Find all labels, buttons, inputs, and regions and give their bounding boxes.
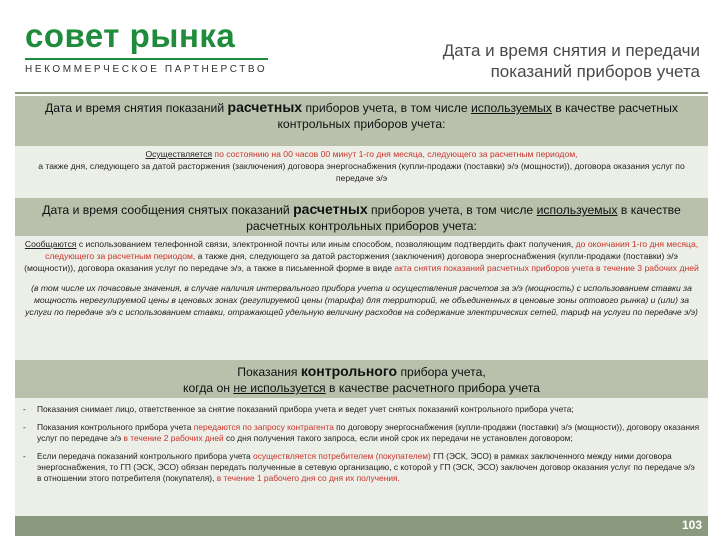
section1-header-underlined: используемых [471, 101, 552, 115]
list-item [23, 451, 700, 484]
section3-header-text3: когда он [183, 381, 234, 395]
section1-header [15, 96, 708, 146]
section3-header [15, 360, 708, 398]
section2-text: с использованием телефонной связи, электронной почты или иным способом, позволяющим подтвердить факт получения, [76, 239, 576, 249]
section1-body [15, 146, 708, 198]
item3-text: Если передача показаний контрольного прибора учета [37, 451, 254, 461]
list-item [23, 404, 700, 415]
list-item-text: Показания снимает лицо, ответственное за снятие показаний прибора учета и ведет учет снятых показаний контрольного прибора учета; [37, 404, 574, 414]
item2-text2: по договору энергоснабжения (купли-продажи (поставки) э/э (мощности)), договору оказания услуг по передаче э/э [37, 422, 700, 443]
item3-emph: осуществляется потребителем (покупателем) [253, 451, 431, 461]
section2-body [15, 236, 708, 360]
item2-emph: передаются по запросу контрагента [193, 422, 334, 432]
list-bullet: - [23, 422, 26, 432]
slide-title [340, 40, 700, 82]
section1-text: а также дня, следующего за датой расторжения (заключения) договора энергоснабжения (купли-продажи (поставки) э/э (мощности)), договора оказания услуг по передаче э/э [38, 161, 685, 183]
section1-keyword: Осуществляется [145, 149, 213, 159]
list-item [23, 422, 700, 444]
logo [25, 18, 267, 76]
section2-keyword: Сообщаются [24, 239, 77, 249]
section2-text2: а также дня, следующего за датой расторжения (заключения) договора энергоснабжения (купли-продажи (поставки) э/э (мощности)), договора оказания услуг по передаче э/э, а также в письменной форме в виде [24, 251, 678, 273]
list-bullet: - [23, 404, 26, 414]
list-bullet: - [23, 451, 26, 461]
title-divider [15, 92, 708, 94]
list-item-text [37, 422, 700, 444]
section3-header-text2: прибора учета, [397, 365, 486, 379]
section3-header-text4: в качестве расчетного прибора учета [325, 381, 540, 395]
section2-header-emph: расчетных [293, 201, 368, 217]
page-number: 103 [681, 518, 702, 532]
section2-header [15, 198, 708, 236]
section3-body [15, 398, 708, 516]
section1-header-emph: расчетных [227, 99, 303, 115]
logo-title: совет рынка [25, 17, 236, 54]
footer-bar [15, 516, 708, 536]
list-item-text [37, 451, 700, 484]
section3-header-emph: контрольного [300, 363, 398, 379]
logo-underline [25, 58, 268, 60]
slide-title-line2: показаний приборов учета [490, 62, 700, 81]
item2-text3: со дня получения такого запроса, если иной срок их передачи не установлен договором; [223, 433, 573, 443]
section2-header-text2: приборов учета, в том числе [367, 203, 537, 217]
slide-title-line1: Дата и время снятия и передачи [442, 41, 700, 60]
item2-deadline: в течение 2 рабочих дней [123, 433, 224, 443]
item3-text2: ГП (ЭСК, ЭСО) в рамках заключенного между ними договора энергоснабжения, то ГП (ЭСК, ЭСО) обязан передать полученные в сетевую организацию, с которой у ГП (ЭСК, ЭСО) заключен договор оказания услуг по передаче э/э в отношении этого потребителя (покупателя), [37, 451, 695, 483]
section1-header-text2: приборов учета, в том числе [302, 101, 471, 115]
section1-header-text: Дата и время снятия показаний [45, 101, 228, 115]
section1-header-text3: в качестве расчетных контрольных приборов учета: [277, 101, 678, 131]
logo-subtitle: НЕКОММЕРЧЕСКОЕ ПАРТНЕРСТВО [25, 64, 268, 75]
item3-deadline: в течение 1 рабочего дня со дня их получения. [216, 473, 400, 483]
section2-header-text: Дата и время сообщения снятых показаний [42, 203, 294, 217]
item2-text: Показания контрольного прибора учета [37, 422, 194, 432]
section2-note: (в том числе их почасовые значения, в случае наличия интервального прибора учета и осуществления расчетов за э/э (мощность) с использованием ставки за мощность нерегулируемой цены в ценовых зонах (регулируемой цены (тарифа) для территорий, не объединенных в ценовые зоны оптового рынка) и (или) за услуги по передаче э/э с использованием ставки, отражающей удельную величину расходов на содержание электрических сетей, тариф на услуги по передаче э/э) [25, 283, 698, 317]
section2-act-deadline: акта снятия показаний расчетных приборов учета в течение 3 рабочих дней [394, 263, 699, 273]
section2-header-underlined: используемых [536, 203, 618, 217]
section2-deadline: до окончания 1-го дня месяца, следующего за расчетным периодом, [45, 239, 699, 261]
section2-header-text3: в качестве расчетных контрольных приборов учета: [246, 203, 681, 233]
section3-header-underlined: не используется [233, 381, 326, 395]
section3-header-text: Показания [237, 365, 301, 379]
section1-deadline: по состоянию на 00 часов 00 минут 1-го дня месяца, следующего за расчетным периодом, [212, 149, 578, 159]
